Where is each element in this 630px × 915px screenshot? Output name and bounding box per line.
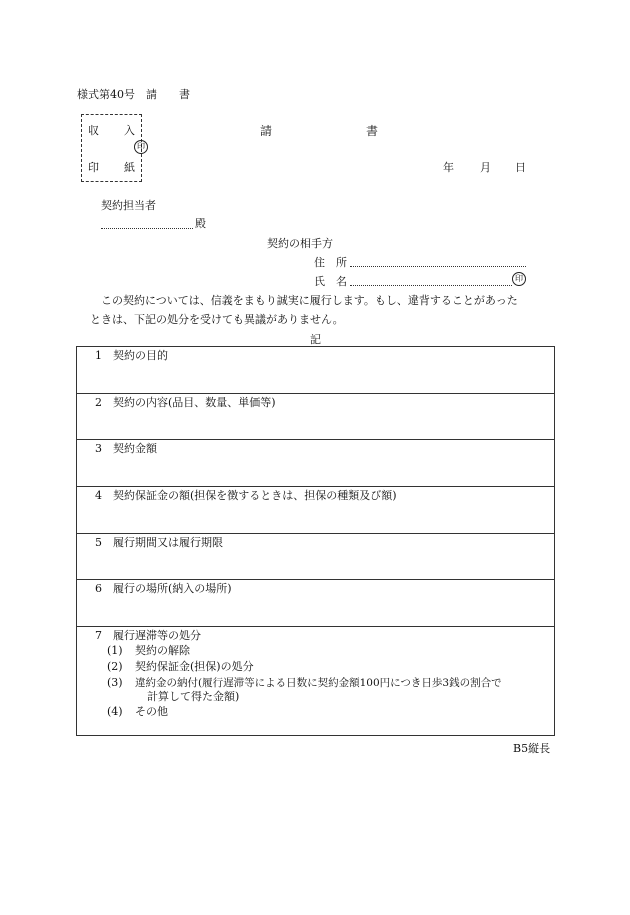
sub-item (95, 659, 554, 675)
table-row[interactable] (77, 580, 554, 627)
item-label: 履行の場所(納入の場所) (113, 582, 232, 596)
title-left-char: 請 (260, 124, 273, 138)
sub-item-number: (2) (107, 660, 123, 674)
date-year: 年 (443, 161, 454, 174)
sub-item-label: その他 (135, 705, 168, 719)
date-day: 日 (515, 161, 526, 174)
table-row[interactable] (77, 394, 554, 441)
stamp-label-shi: 紙 (124, 161, 135, 174)
paper-size-note: B5縦長 (513, 742, 551, 755)
sub-item-label: 契約の解除 (135, 644, 190, 658)
address-line[interactable] (350, 266, 526, 267)
sub-item (95, 704, 554, 720)
sub-item-label: 違約金の納付(履行遅滞等による日数に契約金額100円につき日歩3銭の割合で (135, 677, 502, 690)
sub-item-number: (1) (107, 644, 123, 658)
stamp-label-nyu: 入 (124, 124, 135, 137)
sub-item-label: 契約保証金(担保)の処分 (135, 660, 254, 674)
item-number: 3 (95, 442, 102, 456)
item-number: 5 (95, 535, 102, 549)
item-label: 契約金額 (113, 442, 157, 456)
item-number: 6 (95, 582, 102, 596)
item-label: 契約保証金の額(担保を徴するときは、担保の種類及び額) (113, 489, 397, 503)
counterparty-seal-icon: 印 (512, 272, 526, 286)
honorific-dono: 殿 (195, 217, 206, 230)
title-right-char: 書 (366, 124, 379, 138)
table-row[interactable] (77, 534, 554, 581)
item-label: 契約の目的 (113, 349, 168, 362)
address-label: 住 所 (314, 256, 347, 269)
counterparty-label: 契約の相手方 (267, 237, 333, 250)
item-label: 契約の内容(品目、数量、単価等) (113, 395, 276, 409)
body-line-2: ときは、下記の処分を受けても異議がありません。 (90, 313, 344, 326)
item-number: 4 (95, 489, 102, 503)
stamp-label-in: 印 (88, 161, 99, 174)
sub-item-number: (3) (107, 676, 123, 690)
name-line[interactable] (350, 285, 512, 286)
form-number-label: 様式第40号 請 書 (77, 88, 190, 101)
body-line-1: この契約については、信義をまもり誠実に履行します。もし、違背することがあった (101, 294, 518, 307)
table-row[interactable] (77, 440, 554, 487)
table-row[interactable] (77, 487, 554, 534)
item-label: 履行期間又は履行期限 (113, 535, 223, 549)
sub-item (95, 675, 554, 704)
item-label: 履行遅滞等の処分 (113, 629, 201, 643)
name-label: 氏 名 (314, 275, 347, 288)
ki-heading: 記 (310, 333, 321, 346)
contract-officer-label: 契約担当者 (101, 199, 156, 212)
date-month: 月 (480, 161, 491, 174)
sub-item-continuation: 計算して得た金額) (147, 690, 240, 704)
contract-officer-name-line[interactable] (101, 228, 193, 229)
table-row[interactable] (77, 627, 554, 735)
sub-item-number: (4) (107, 705, 123, 719)
sub-item (95, 643, 554, 659)
table-row[interactable] (77, 347, 554, 394)
stamp-label-shu: 収 (88, 124, 99, 137)
item-number: 1 (95, 349, 102, 362)
item-number: 2 (95, 395, 102, 409)
items-table (76, 346, 555, 736)
item-number: 7 (95, 629, 102, 643)
stamp-seal-icon: 印 (134, 140, 148, 154)
